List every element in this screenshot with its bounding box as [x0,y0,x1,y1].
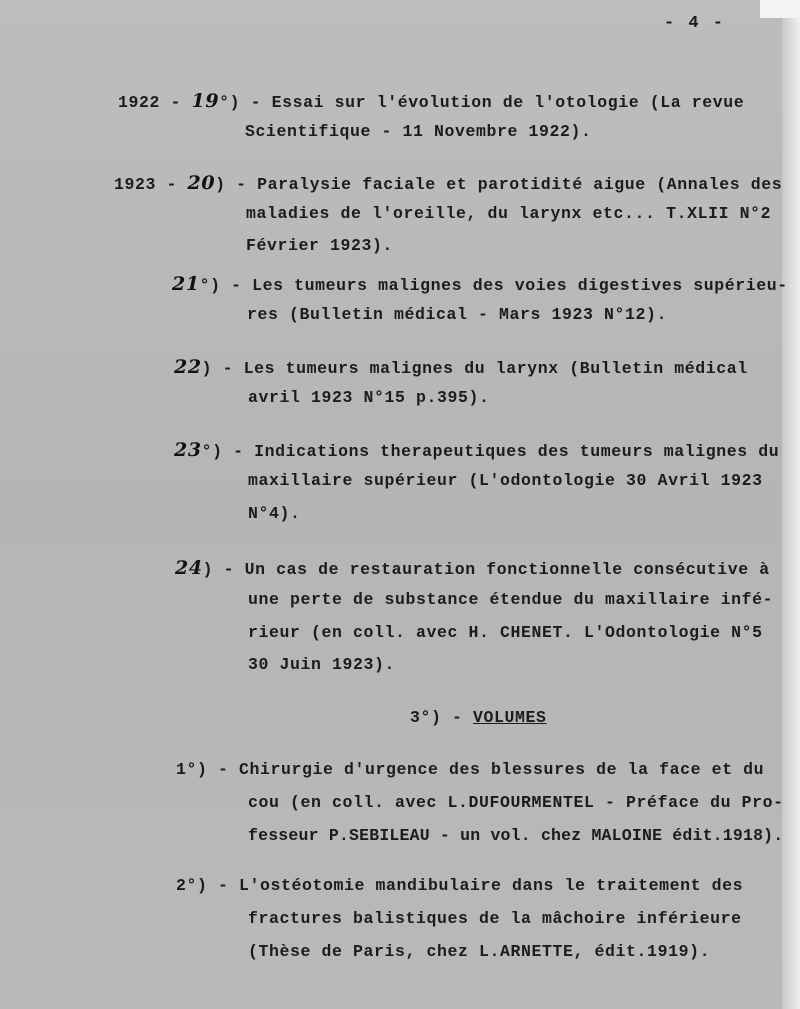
entry-20-header [114,172,782,194]
entry-text-line: Indications therapeutiques des tumeurs malignes du [254,442,780,461]
entry-text-line: Paralysie faciale et parotidité aigue (Annales des [257,175,783,194]
entry-text-line: maladies de l'oreille, du larynx etc... T.XLII N°2 [246,204,772,223]
entry-22-header [174,356,748,378]
volume-2-header [176,876,743,895]
page-edge-right [782,0,800,1009]
entry-text-line: avril 1923 N°15 p.395). [248,388,490,407]
volume-text-line: cou (en coll. avec L.DUFOURMENTEL - Préface du Pro- [248,793,784,812]
entry-number: 19 [191,90,220,112]
entry-suffix: °) - [199,276,253,295]
volume-text-line: L'ostéotomie mandibulaire dans le traitement des [239,876,744,895]
entry-text-line: Les tumeurs malignes des voies digestives supérieu- [252,276,788,295]
section-title: VOLUMES [473,708,547,727]
entry-suffix: °) - [219,93,272,112]
volume-text-line: fesseur P.SEBILEAU - un vol. chez MALOINE édit.1918). [248,826,784,845]
entry-24-header [175,557,770,579]
volume-label: 2°) - [176,876,240,895]
entry-text-line: N°4). [248,504,301,523]
entry-year: 1923 - [114,175,188,194]
entry-text-line: Scientifique - 11 Novembre 1922). [245,122,592,141]
entry-text-line: Un cas de restauration fonctionnelle consécutive à [244,560,770,579]
entry-text-line: Les tumeurs malignes du larynx (Bulletin médical [243,359,748,378]
entry-number: 21 [172,273,200,295]
entry-number: 24 [175,557,203,579]
page-edge-top [760,0,800,18]
entry-text-line: res (Bulletin médical - Mars 1923 N°12). [247,305,668,324]
entry-number: 22 [174,356,202,378]
entry-year: 1922 - [118,93,192,112]
entry-text-line: Essai sur l'évolution de l'otologie (La revue [271,93,745,112]
entry-text-line: 30 Juin 1923). [248,655,396,674]
entry-19-header [118,90,744,112]
volume-text-line: Chirurgie d'urgence des blessures de la face et du [239,760,765,779]
volume-label: 1°) - [176,760,240,779]
section-prefix: 3°) - [410,708,474,727]
section-heading [410,708,547,727]
entry-number: 20 [187,172,216,194]
volume-text-line: (Thèse de Paris, chez L.ARNETTE, édit.1919). [248,942,711,961]
volume-1-header [176,760,764,779]
entry-21-header [172,273,788,295]
entry-23-header [174,439,779,461]
page-number: - 4 - [664,14,726,33]
entry-suffix: ) - [202,560,245,579]
entry-text-line: maxillaire supérieur (L'odontologie 30 Avril 1923 [248,471,763,490]
entry-text-line: rieur (en coll. avec H. CHENET. L'Odontologie N°5 [248,623,763,642]
entry-text-line: une perte de substance étendue du maxillaire infé- [248,590,774,609]
volume-text-line: fractures balistiques de la mâchoire inférieure [248,909,742,928]
entry-suffix: ) - [215,175,258,194]
entry-text-line: Février 1923). [246,236,394,255]
entry-suffix: ) - [201,359,244,378]
entry-suffix: °) - [201,442,255,461]
entry-number: 23 [174,439,202,461]
